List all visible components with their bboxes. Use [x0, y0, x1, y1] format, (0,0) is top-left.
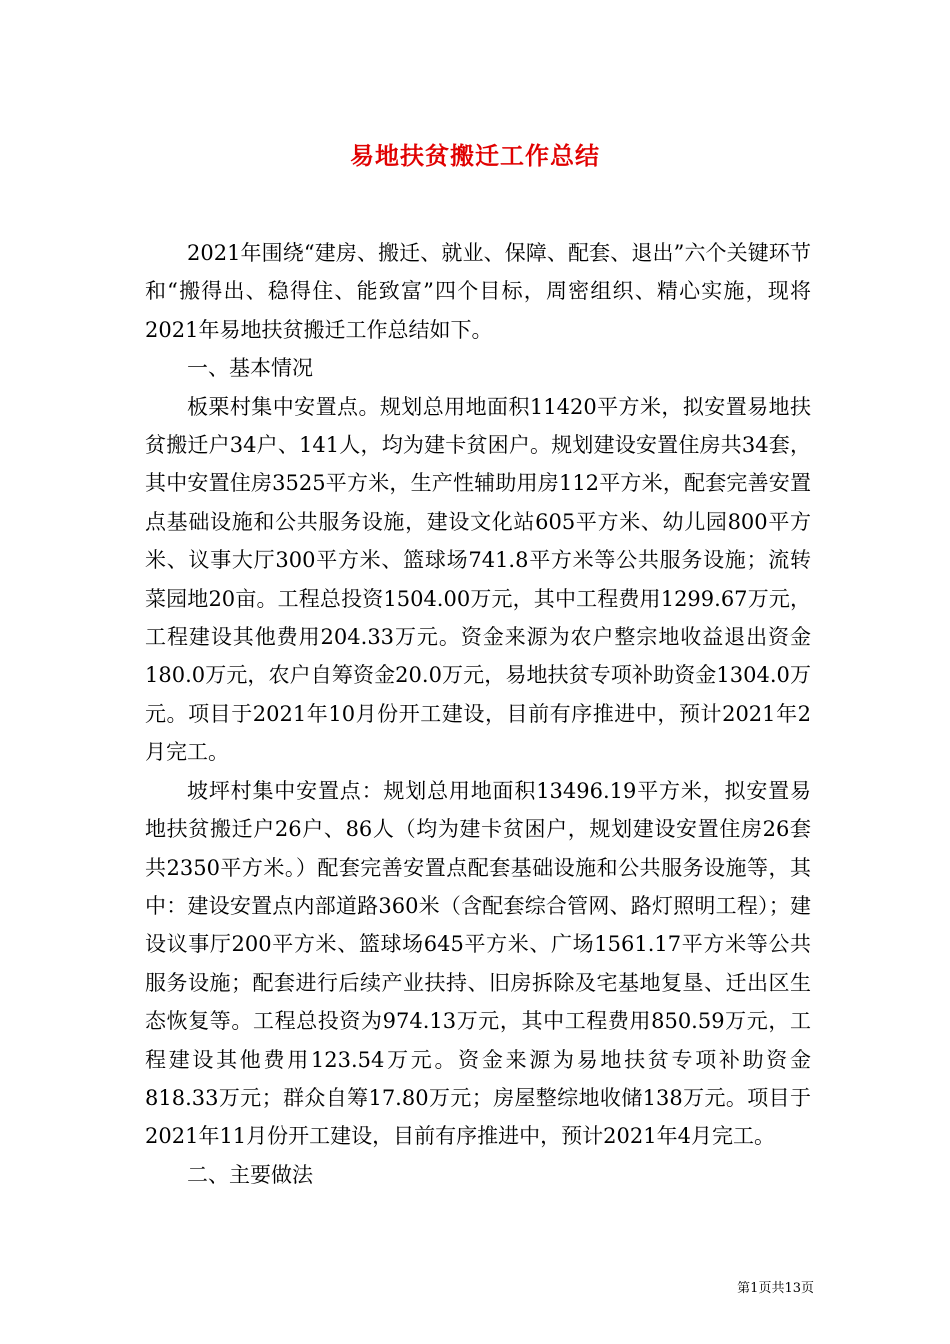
document-title: 易地扶贫搬迁工作总结 — [350, 141, 600, 170]
intro-paragraph: 2021年围绕“建房、搬迁、就业、保障、配套、退出”六个关键环节和“搬得出、稳得住、能致富”四个目标，周密组织、精心实施，现将2021年易地扶贫搬迁工作总结如下。 — [145, 241, 811, 342]
page-number: 第1页共13页 — [737, 1281, 814, 1296]
section-heading-main-practices: 二、主要做法 — [187, 1162, 313, 1187]
document-body — [145, 234, 811, 1194]
section-heading-basic-situation: 一、基本情况 — [187, 356, 313, 381]
paragraph-banli-village: 板栗村集中安置点。规划总用地面积11420平方米，拟安置易地扶贫搬迁户34户、141人，均为建卡贫困户。规划建设安置住房共34套，其中安置住房3525平方米，生产性辅助用房112平方米，配套完善安置点基础设施和公共服务设施，建设文化站605平方米、幼儿园800平方米、议事大厅300平方米、篮球场741.8平方米等公共服务设施；流转菜园地20亩。工程总投资1504.00万元，其中工程费用1299.67万元，工程建设其他费用204.33万元。资金来源为农户整宗地收益退出资金180.0万元，农户自筹资金20.0万元，易地扶贫专项补助资金1304.0万元。项目于2021年10月份开工建设，目前有序推进中，预计2021年2月完工。 — [145, 394, 811, 765]
paragraph-poping-village: 坡坪村集中安置点：规划总用地面积13496.19平方米，拟安置易地扶贫搬迁户26户、86人（均为建卡贫困户，规划建设安置住房26套共2350平方米。）配套完善安置点配套基础设施和公共服务设施等，其中：建设安置点内部道路360米（含配套综合管网、路灯照明工程）；建设议事厅200平方米、篮球场645平方米、广场1561.17平方米等公共服务设施；配套进行后续产业扶持、旧房拆除及宅基地复垦、迁出区生态恢复等。工程总投资为974.13万元，其中工程费用850.59万元，工程建设其他费用123.54万元。资金来源为易地扶贫专项补助资金818.33万元；群众自筹17.80万元；房屋整综地收储138万元。项目于2021年11月份开工建设，目前有序推进中，预计2021年4月完工。 — [145, 778, 811, 1149]
